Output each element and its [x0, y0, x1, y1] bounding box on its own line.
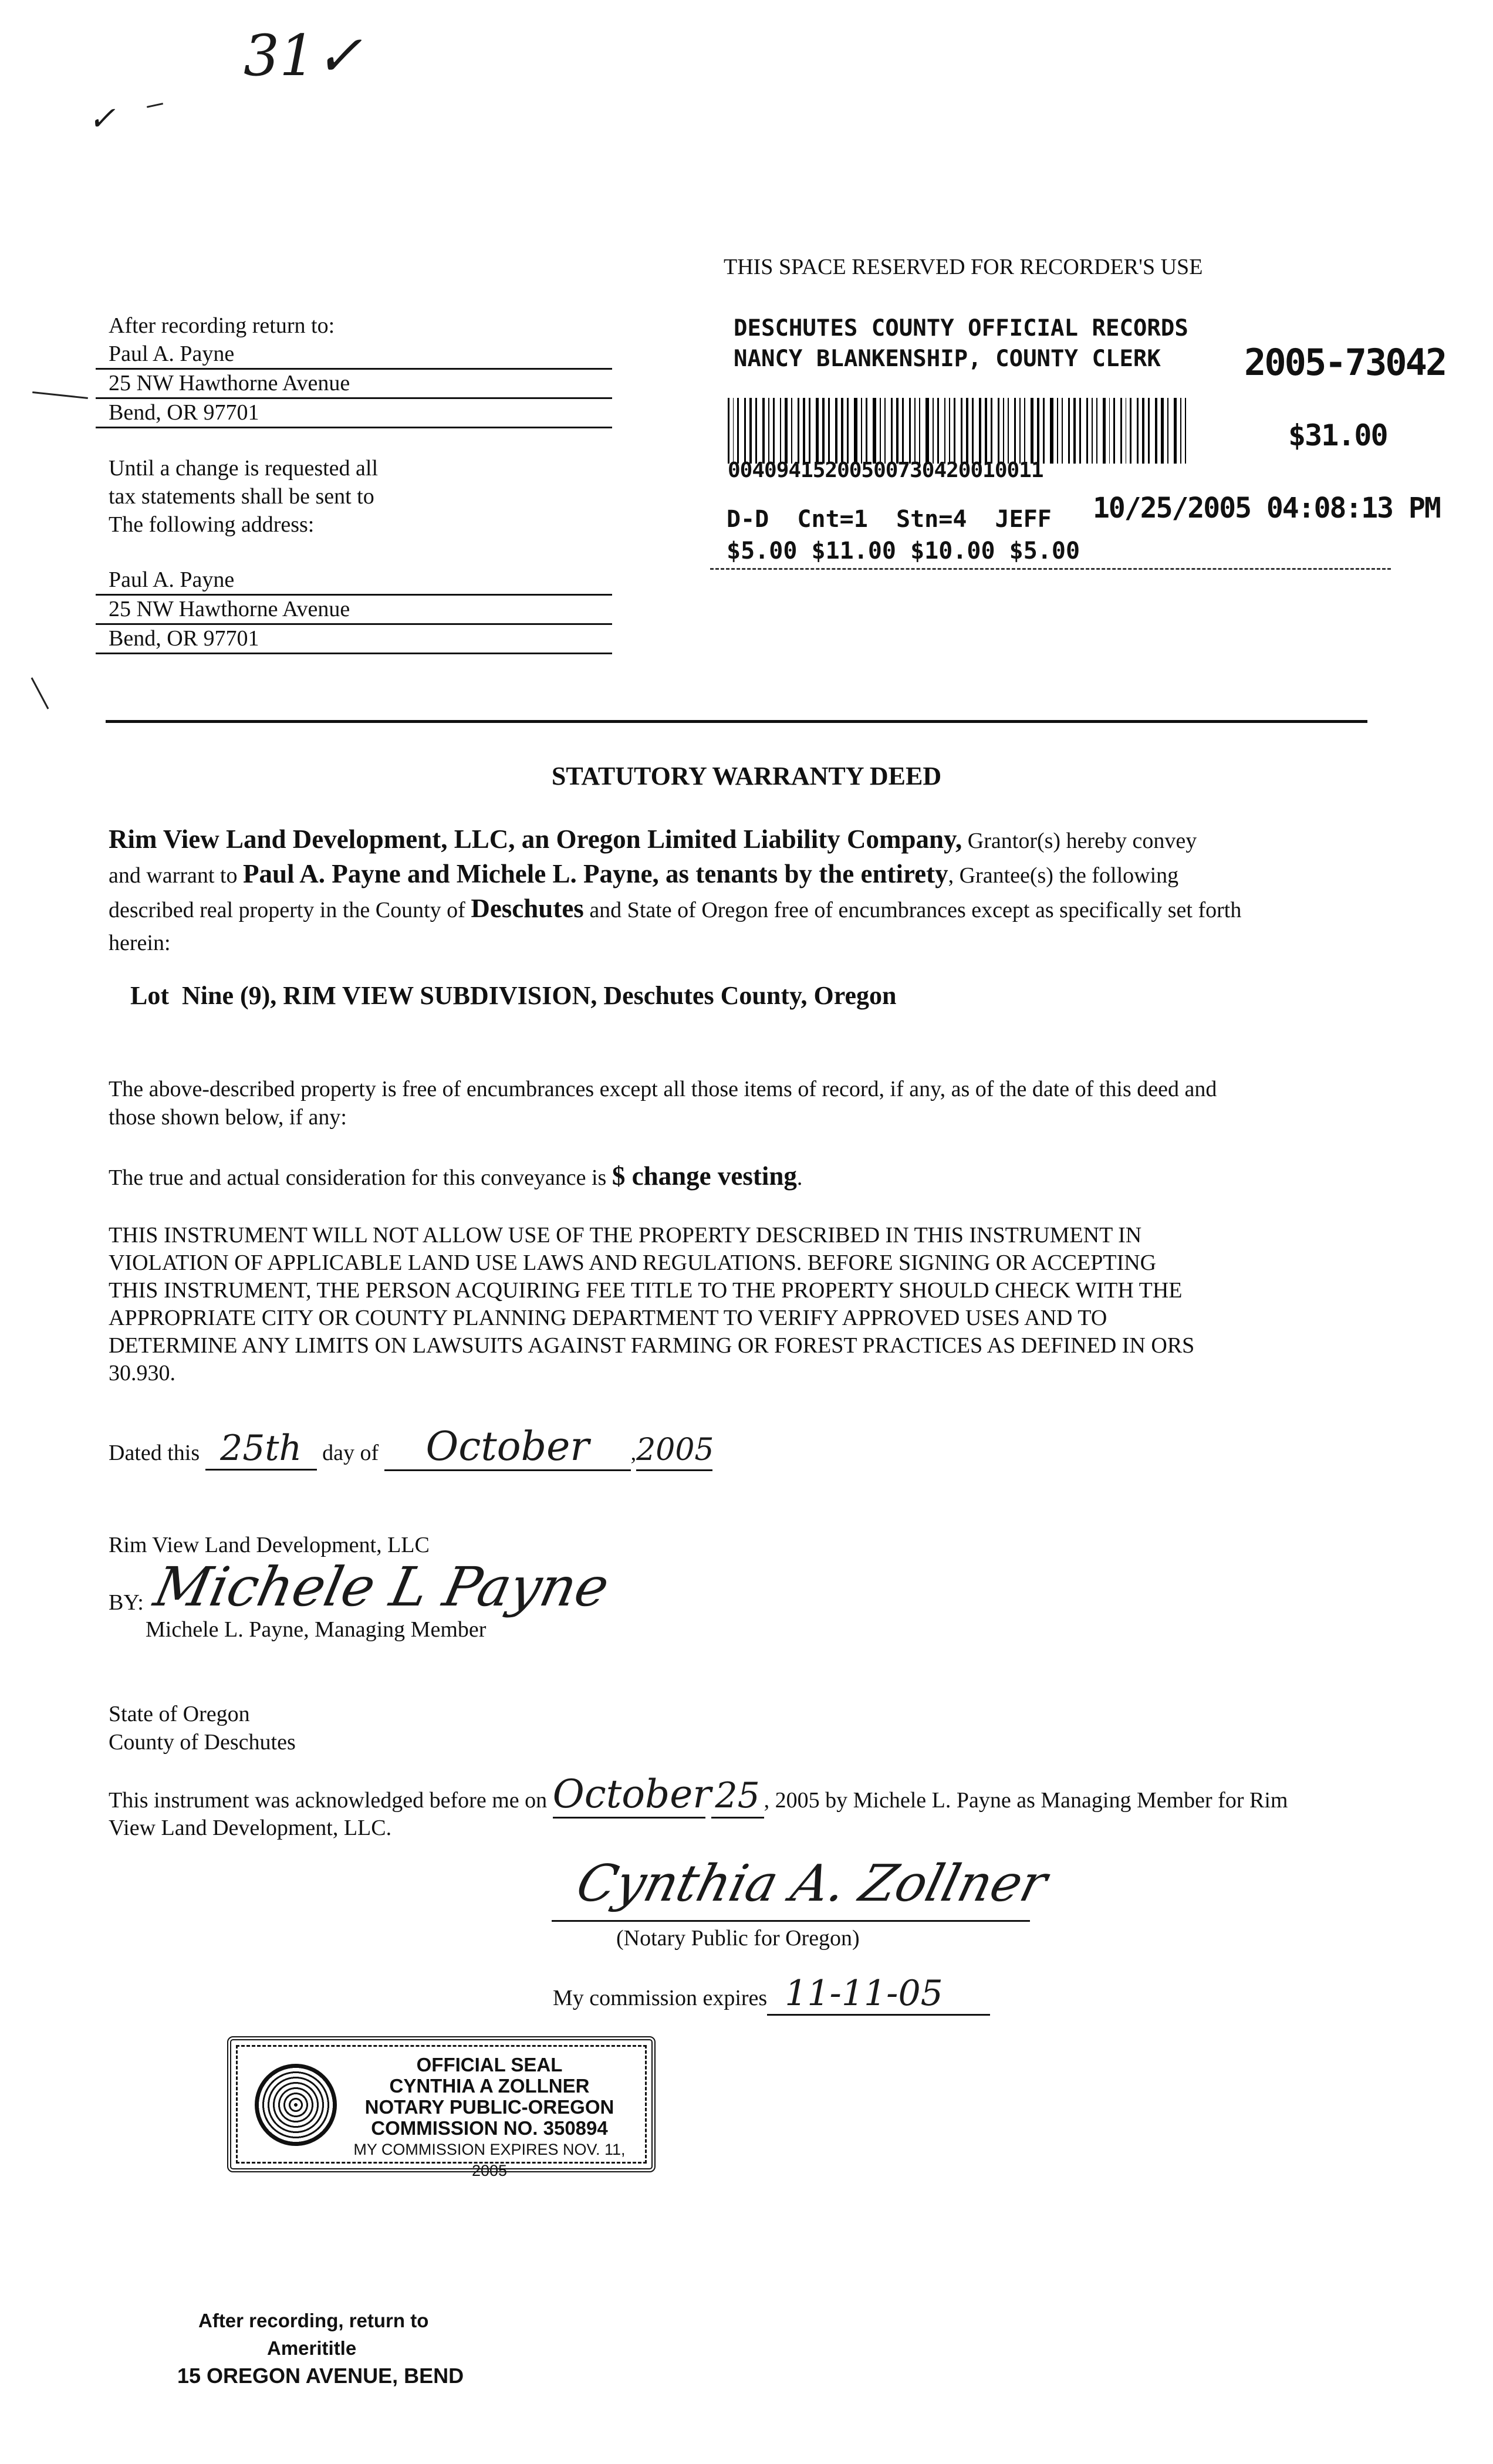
barcode-bar [1167, 398, 1169, 464]
barcode-bar [954, 398, 955, 464]
land-use-warning [109, 1222, 1194, 1387]
barcode-bar [755, 398, 757, 464]
barcode-bar [762, 398, 765, 464]
return-stamp-line-1: After recording, return to [198, 2310, 429, 2331]
barcode-bar [914, 398, 916, 464]
notary-signature-line [552, 1920, 1030, 1922]
grantee-names: Paul A. Payne and Michele L. Payne, as tenants by the entirety [242, 859, 948, 888]
grant-text-4: described real property in the County of [109, 898, 471, 922]
commission-expiry-line [553, 1973, 990, 2016]
handwritten-page-mark: 31✓ [244, 23, 363, 89]
recorder-codes: D-D Cnt=1 Stn=4 JEFF [727, 506, 1052, 533]
dated-label: Dated this [109, 1441, 205, 1465]
notary-label: (Notary Public for Oregon) [616, 1926, 860, 1951]
barcode-bar [798, 398, 799, 464]
handwritten-check-mark: ✓ [88, 100, 116, 138]
barcode-bar [803, 398, 805, 464]
return-to-name: Paul A. Payne [96, 340, 612, 370]
barcode-bar [1086, 398, 1088, 464]
barcode-bar [979, 398, 981, 464]
barcode-bar [1092, 398, 1093, 464]
recorder-barcode [728, 398, 1191, 464]
lot-description: Lot Nine (9), RIM VIEW SUBDIVISION, Deschutes County, Oregon [130, 981, 897, 1010]
signature-signer-name: Michele L. Payne, Managing Member [146, 1617, 487, 1642]
grant-text-6: herein: [109, 931, 171, 955]
barcode-bar [1050, 398, 1053, 464]
barcode-bar [1109, 398, 1110, 464]
margin-arrow-mark [32, 391, 88, 399]
recorder-fee-total: $31.00 [1288, 418, 1387, 452]
barcode-bar [1185, 398, 1187, 464]
seal-line-1: OFFICIAL SEAL [416, 2054, 563, 2076]
recorder-office-line: DESCHUTES COUNTY OFFICIAL RECORDS [734, 315, 1188, 342]
barcode-bar [780, 398, 782, 464]
barcode-bar [866, 398, 867, 464]
warning-line: VIOLATION OF APPLICABLE LAND USE LAWS AND REGULATIONS. BEFORE SIGNING OR ACCEPTING [109, 1250, 1157, 1275]
deed-title: STATUTORY WARRANTY DEED [551, 762, 942, 790]
tax-statements-city: Bend, OR 97701 [96, 625, 612, 654]
official-seal [227, 2036, 656, 2179]
barcode-bar [933, 398, 934, 464]
barcode-bar [873, 398, 876, 464]
barcode-bar [991, 398, 992, 464]
grantor-signature: Michele L Payne [148, 1556, 615, 1618]
barcode-bar [1043, 398, 1045, 464]
barcode-bar [1161, 398, 1163, 464]
ack-text-after: , 2005 by Michele L. Payne as Managing Member for Rim [764, 1788, 1288, 1813]
dated-day: 25th [205, 1428, 317, 1471]
recorder-document-number: 2005-73042 [1244, 341, 1446, 384]
consideration-statement [109, 1162, 802, 1192]
consideration-end: . [796, 1165, 803, 1190]
recorder-fee-breakdown: $5.00 $11.00 $10.00 $5.00 [727, 538, 1080, 565]
ack-statement [109, 1772, 1288, 1820]
return-to-label: After recording return to: [109, 313, 335, 338]
margin-tick [147, 103, 163, 108]
barcode-bar [1148, 398, 1150, 464]
tax-statements-line1: Until a change is requested all [109, 456, 379, 481]
warning-line: THIS INSTRUMENT WILL NOT ALLOW USE OF THE PROPERTY DESCRIBED IN THIS INSTRUMENT IN [109, 1223, 1142, 1248]
barcode-bar [768, 398, 769, 464]
notary-signature: Cynthia A. Zollner [570, 1854, 1053, 1913]
return-to-city: Bend, OR 97701 [96, 399, 612, 428]
barcode-bar [854, 398, 857, 464]
grantor-name: Rim View Land Development, LLC, an Oregon Limited Liability Company, [109, 824, 962, 854]
ack-county: County of Deschutes [109, 1730, 296, 1755]
barcode-bar [1142, 398, 1144, 464]
barcode-bar [1113, 398, 1115, 464]
barcode-bar [944, 398, 946, 464]
barcode-bar [1137, 398, 1139, 464]
barcode-bar [1103, 398, 1105, 464]
recorder-dashed-rule [710, 568, 1391, 570]
barcode-bar [1019, 398, 1021, 464]
warning-line: THIS INSTRUMENT, THE PERSON ACQUIRING FEE TITLE TO THE PROPERTY SHOULD CHECK WITH THE [109, 1278, 1183, 1303]
barcode-bar [1120, 398, 1122, 464]
commission-label: My commission expires [553, 1986, 768, 2010]
barcode-bar [1079, 398, 1081, 464]
barcode-bar [816, 398, 818, 464]
barcode-bar [737, 398, 739, 464]
warning-line: 30.930. [109, 1361, 175, 1385]
state-seal-emblem [255, 2064, 337, 2146]
barcode-bar [1130, 398, 1131, 464]
barcode-bar [1180, 398, 1181, 464]
recorder-reserved-label: THIS SPACE RESERVED FOR RECORDER'S USE [724, 255, 1203, 279]
barcode-bar [785, 398, 787, 464]
barcode-bar [1003, 398, 1004, 464]
consideration-text: The true and actual consideration for this conveyance is [109, 1165, 612, 1190]
grant-paragraph [109, 823, 1370, 959]
seal-line-2: CYNTHIA A ZOLLNER [389, 2075, 590, 2097]
seal-line-5: MY COMMISSION EXPIRES NOV. 11, 2005 [353, 2141, 626, 2179]
barcode-bar [919, 398, 921, 464]
barcode-bar [884, 398, 886, 464]
barcode-bar [733, 398, 734, 464]
barcode-bar [809, 398, 810, 464]
seal-line-4: COMMISSION NO. 350894 [371, 2117, 608, 2139]
barcode-bar [880, 398, 881, 464]
tax-statements-name: Paul A. Payne [96, 566, 612, 596]
tax-statements-street: 25 NW Hawthorne Avenue [96, 596, 612, 625]
barcode-bar [949, 398, 950, 464]
barcode-bar [791, 398, 793, 464]
consideration-value: $ change vesting [612, 1161, 797, 1191]
barcode-bar [828, 398, 830, 464]
barcode-bar [1031, 398, 1033, 464]
grant-text-3: , Grantee(s) the following [948, 863, 1179, 888]
barcode-bar [1062, 398, 1063, 464]
barcode-bar [749, 398, 752, 464]
barcode-bar [961, 398, 962, 464]
barcode-bar [937, 398, 939, 464]
barcode-bar [985, 398, 987, 464]
encumbrance-line-1: The above-described property is free of encumbrances except all those items of record, if any, as of the date of this deed and [109, 1077, 1217, 1101]
grant-text-1: Grantor(s) hereby convey [962, 829, 1197, 853]
recorder-barcode-digits: 00409415200500730420010011 [728, 458, 1043, 482]
barcode-bar [891, 398, 893, 464]
recorder-datetime: 10/25/2005 04:08:13 PM [1093, 492, 1440, 525]
margin-slash-mark [31, 677, 49, 709]
ack-text-line-2: View Land Development, LLC. [109, 1816, 392, 1840]
return-stamp-line-2: Amerititle [267, 2337, 357, 2359]
barcode-bar [835, 398, 837, 464]
barcode-bar [925, 398, 929, 464]
ack-day: 25 [711, 1775, 764, 1819]
warning-line: DETERMINE ANY LIMITS ON LAWSUITS AGAINST FARMING OR FOREST PRACTICES AS DEFINED IN ORS [109, 1333, 1195, 1358]
commission-date: 11-11-05 [767, 1973, 990, 2016]
barcode-bar [902, 398, 904, 464]
grant-text-2: and warrant to [109, 863, 243, 888]
dated-year: 2005 [636, 1431, 712, 1471]
tax-statements-line2: tax statements shall be sent to [109, 484, 374, 509]
barcode-bar [822, 398, 825, 464]
barcode-bar [1008, 398, 1009, 464]
tax-statements-line3: The following address: [109, 512, 315, 537]
barcode-bar [896, 398, 898, 464]
signature-company: Rim View Land Development, LLC [109, 1533, 430, 1557]
ack-state: State of Oregon [109, 1702, 250, 1726]
barcode-bar [998, 398, 999, 464]
barcode-bar [1073, 398, 1076, 464]
barcode-bar [1037, 398, 1039, 464]
barcode-bar [841, 398, 843, 464]
recorder-clerk-line: NANCY BLANKENSHIP, COUNTY CLERK [734, 346, 1161, 372]
dated-month: October [384, 1425, 631, 1471]
barcode-bar [773, 398, 775, 464]
section-divider [106, 720, 1367, 723]
barcode-bar [1126, 398, 1127, 464]
barcode-bar [972, 398, 974, 464]
dated-line [109, 1425, 712, 1471]
return-to-street: 25 NW Hawthorne Avenue [96, 370, 612, 399]
warning-line: APPROPRIATE CITY OR COUNTY PLANNING DEPARTMENT TO VERIFY APPROVED USES AND TO [109, 1306, 1107, 1330]
barcode-bar [1014, 398, 1016, 464]
barcode-bar [728, 398, 729, 464]
barcode-bar [1068, 398, 1070, 464]
barcode-bar [847, 398, 849, 464]
barcode-bar [1096, 398, 1098, 464]
return-stamp-line-3: 15 OREGON AVENUE, BEND [177, 2364, 464, 2388]
barcode-bar [1155, 398, 1157, 464]
barcode-bar [1024, 398, 1026, 464]
seal-line-3: NOTARY PUBLIC-OREGON [364, 2096, 614, 2118]
barcode-bar [744, 398, 746, 464]
ack-month: October [553, 1772, 705, 1819]
barcode-bar [966, 398, 968, 464]
encumbrance-line-2: those shown below, if any: [109, 1105, 347, 1130]
grant-text-5: and State of Oregon free of encumbrances except as specifically set forth [583, 898, 1242, 922]
day-of-label: day of [316, 1441, 384, 1465]
property-county: Deschutes [471, 894, 584, 923]
dated-comma: , [630, 1441, 637, 1465]
barcode-bar [861, 398, 862, 464]
signature-by-label: BY: [109, 1590, 144, 1615]
ack-text-before: This instrument was acknowledged before me on [109, 1788, 553, 1813]
barcode-bar [909, 398, 911, 464]
barcode-bar [1057, 398, 1058, 464]
barcode-bar [1174, 398, 1176, 464]
